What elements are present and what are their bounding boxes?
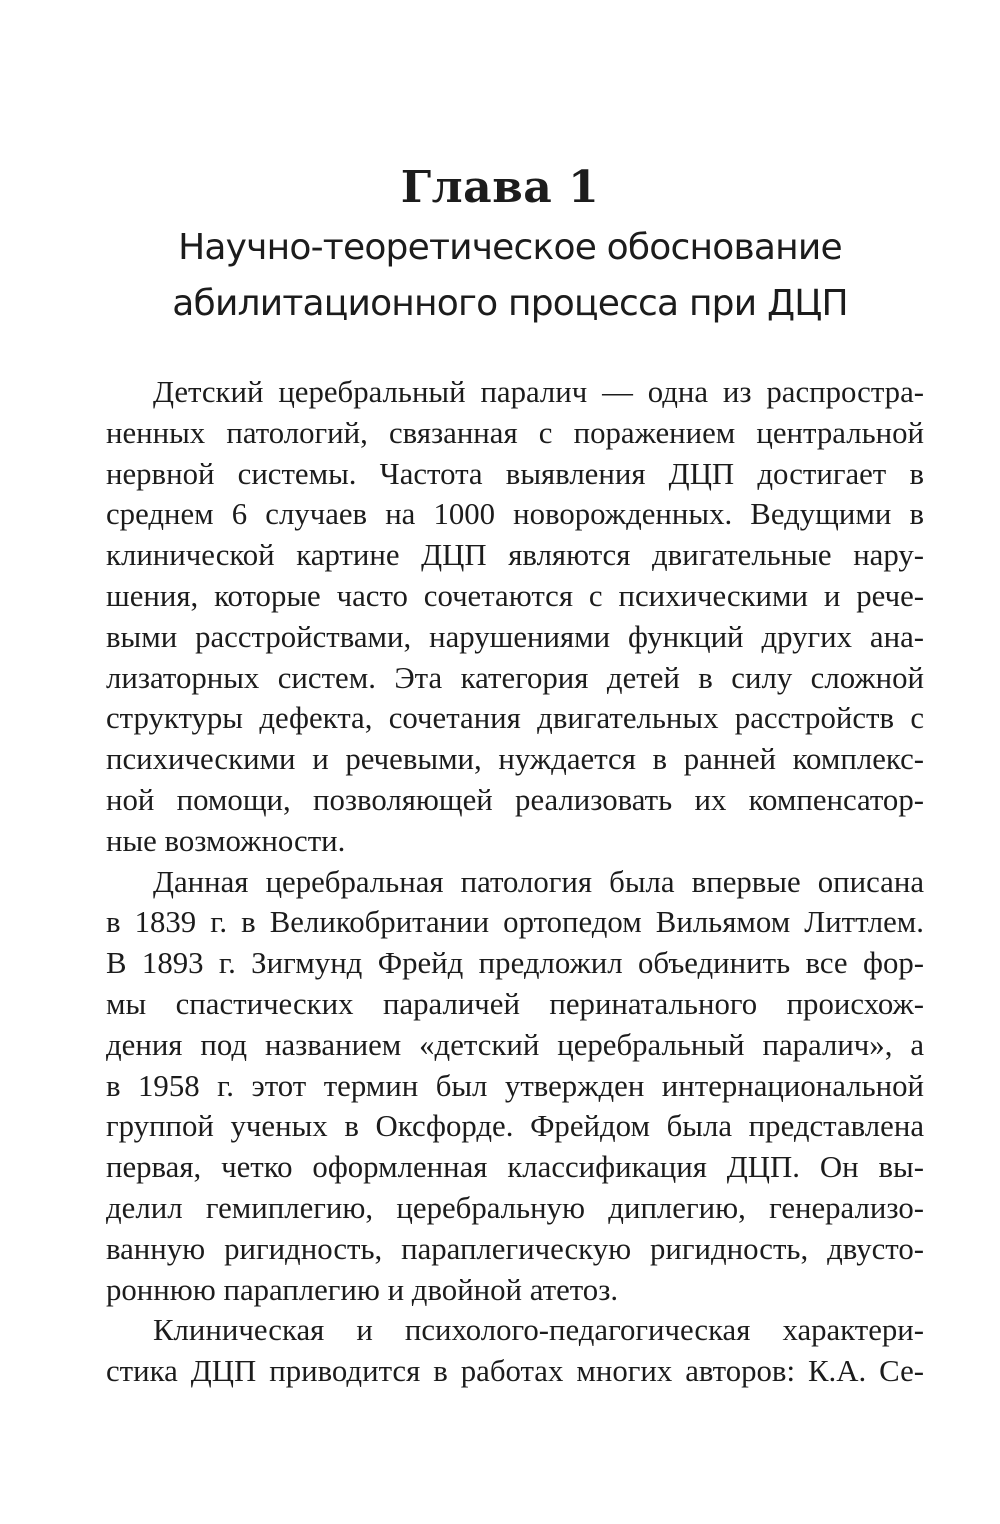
text-line: лизаторных систем. Эта категория детей в силу сложной xyxy=(106,660,924,695)
text-line: психическими и речевыми, нуждается в ранней комплекс- xyxy=(106,742,924,777)
text-line: дения под названием «детский церебральный паралич», а xyxy=(106,1027,924,1062)
text-line: Данная церебральная патология была впервые описана xyxy=(153,864,924,899)
text-line: мы спастических параличей перинатального происхож- xyxy=(106,986,924,1021)
text-line: шения, которые часто сочетаются с психическими и рече- xyxy=(106,578,924,613)
body-text xyxy=(106,372,924,1392)
text-line: ной помощи, позволяющей реализовать их компенсатор- xyxy=(106,782,924,817)
text-line: ненных патологий, связанная с поражением центральной xyxy=(106,415,924,450)
paragraph-1 xyxy=(106,372,924,862)
text-line: нервной системы. Частота выявления ДЦП достигает в xyxy=(106,456,924,491)
text-line: В 1893 г. Зигмунд Фрейд предложил объединить все фор- xyxy=(106,946,924,981)
paragraph-3 xyxy=(106,1310,924,1392)
text-line: в 1958 г. этот термин был утвержден интернациональной xyxy=(106,1068,924,1103)
text-line: выми расстройствами, нарушениями функций других ана- xyxy=(106,619,924,654)
text-line: стика ДЦП приводится в работах многих авторов: К.А. Се- xyxy=(106,1354,924,1389)
text-line: первая, четко оформленная классификация ДЦП. Он вы- xyxy=(106,1150,924,1185)
chapter-heading: Глава 1 xyxy=(400,162,600,213)
chapter-title xyxy=(120,220,900,332)
text-line: группой ученых в Оксфорде. Фрейдом была представлена xyxy=(106,1109,924,1144)
text-line: Детский церебральный паралич — одна из распростра- xyxy=(153,375,924,409)
chapter-title-line: абилитационного процесса при ДЦП xyxy=(172,283,848,324)
text-line: в 1839 г. в Великобритании ортопедом Вильямом Литтлем. xyxy=(106,905,924,940)
text-line: делил гемиплегию, церебральную диплегию, генерализо- xyxy=(106,1190,924,1225)
text-line: ные возможности. xyxy=(106,823,346,858)
text-line: среднем 6 случаев на 1000 новорожденных. Ведущими в xyxy=(106,497,924,532)
text-line: роннюю параплегию и двойной атетоз. xyxy=(106,1272,619,1307)
chapter-title-line: Научно-теоретическое обоснование xyxy=(178,227,842,268)
text-line: ванную ригидность, параплегическую ригидность, двусто- xyxy=(106,1231,924,1266)
text-line: структуры дефекта, сочетания двигательных расстройств с xyxy=(106,701,924,736)
paragraph-2 xyxy=(106,862,924,1311)
text-line: клинической картине ДЦП являются двигательные нару- xyxy=(106,538,924,573)
text-line: Клиническая и психолого-педагогическая характери- xyxy=(153,1313,924,1348)
